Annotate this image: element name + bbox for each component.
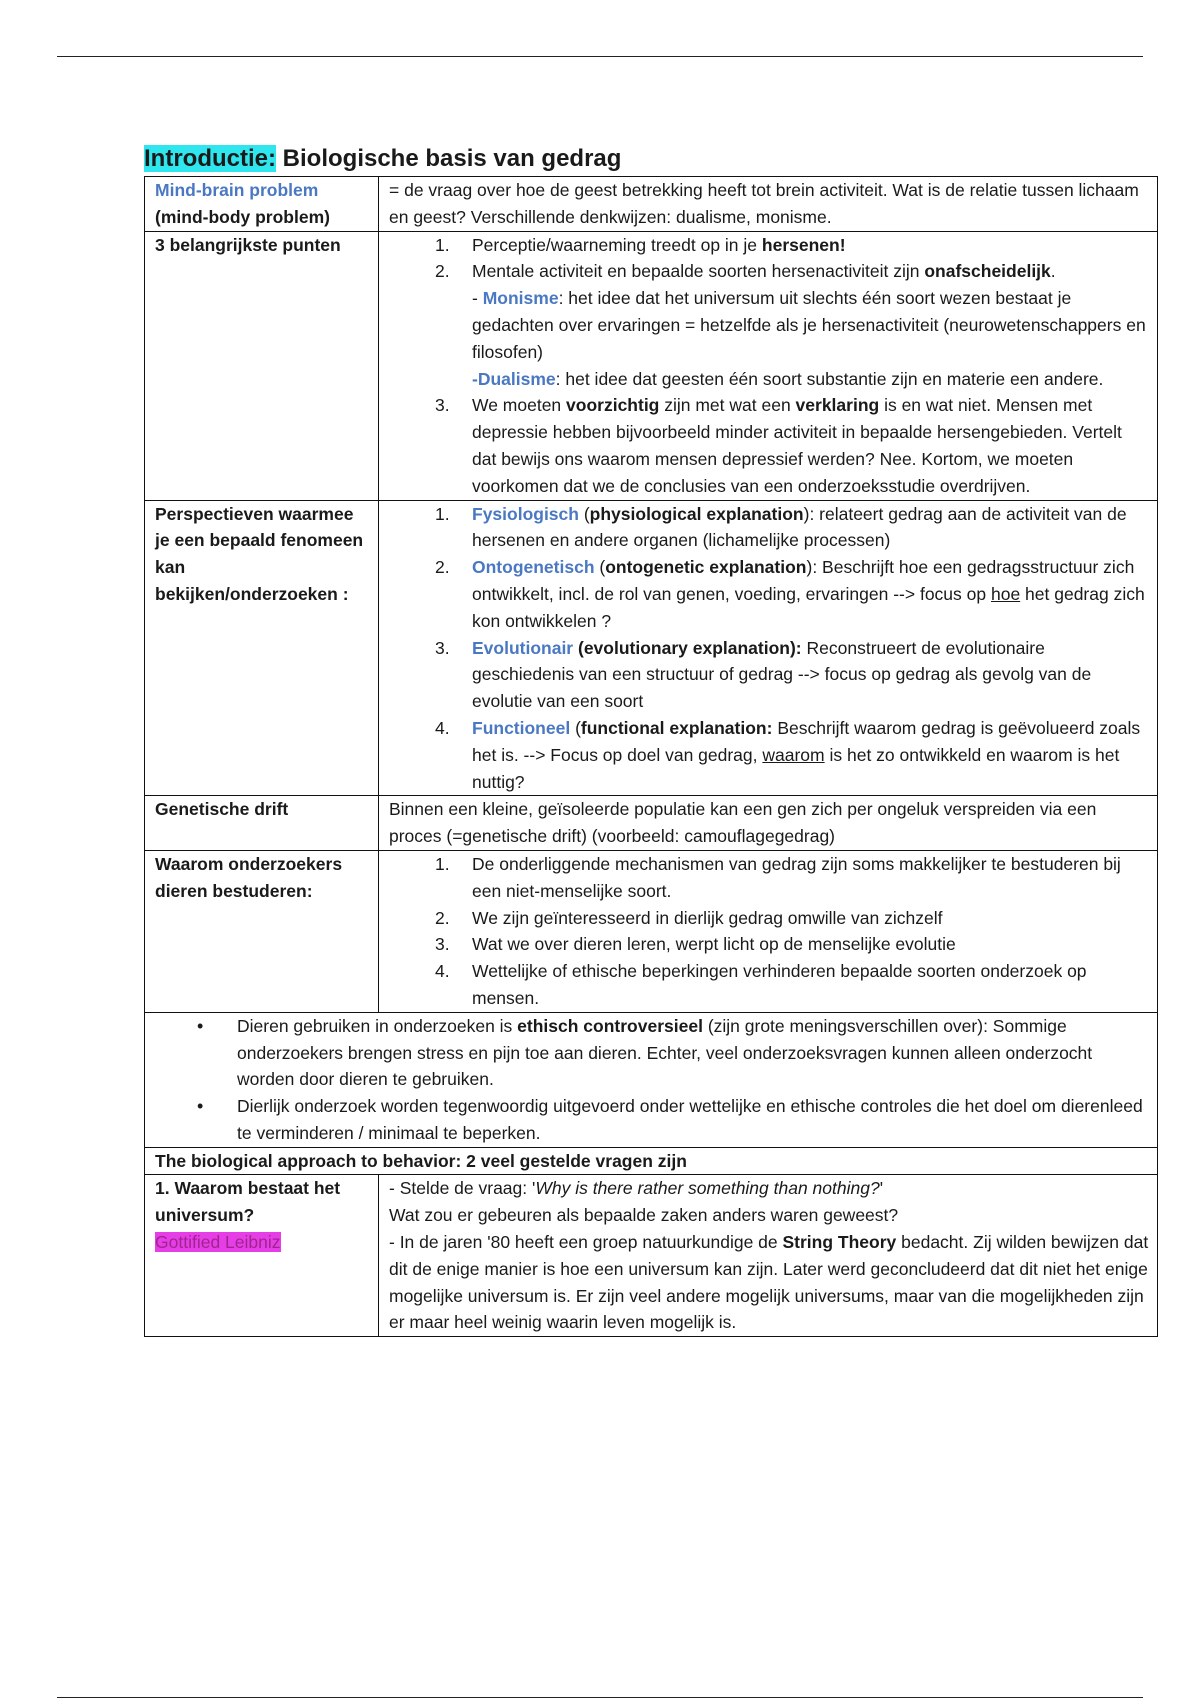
- list-item: De onderliggende mechanismen van gedrag zijn soms makkelijker te bestuderen bij een niet-menselijke soort.: [472, 853, 1121, 901]
- term-mind-body: (mind-body problem): [155, 206, 330, 227]
- row-label: Perspectieven waarmee je een bepaald fenomeen kan bekijken/onderzoeken :: [145, 500, 379, 796]
- text: : het idee dat het universum uit slechts één soort wezen bestaat je gedachten over ervaringen = hetzelfde als je hersenactiviteit (neurowetenschappers en filosofen): [472, 288, 1146, 362]
- numbered-list: [389, 232, 1149, 500]
- row-universum: [145, 1175, 1158, 1337]
- title-text: Biologische basis van gedrag: [282, 145, 622, 172]
- section-heading: The biological approach to behavior: 2 veel gestelde vragen zijn: [145, 1147, 1158, 1175]
- term-evolutionair: Evolutionair: [472, 637, 574, 658]
- numbered-list: [389, 851, 1149, 1012]
- monisme-definition: [472, 285, 1149, 365]
- bold-text: String Theory: [782, 1232, 897, 1253]
- text-line: [389, 1175, 1149, 1202]
- notes-table: [144, 176, 1158, 1337]
- row-label: Waarom onderzoekers dieren bestuderen:: [145, 850, 379, 1012]
- list-item: [155, 1013, 1149, 1093]
- term-monisme: Monisme: [482, 288, 559, 309]
- term-fysiologisch: Fysiologisch: [472, 503, 579, 524]
- document-body: [144, 144, 1158, 1337]
- row-label: [145, 177, 379, 232]
- row-content: [379, 500, 1158, 796]
- bullet-list: [155, 1013, 1149, 1147]
- list-item: Functioneel (functional explanation: Beschrijft waarom gedrag is geëvolueerd zoals het is. --> Focus op doel van gedrag, waarom is het zo ontwikkeld en waarom is het nuttig?: [472, 717, 1141, 792]
- text: het gedrag zich kon ontwikkelen ?: [472, 583, 1145, 631]
- term-ontogenetisch: Ontogenetisch: [472, 557, 595, 578]
- text: We moeten: [472, 395, 567, 416]
- text: is en wat niet. Mensen met depressie hebben bijvoorbeeld minder activiteit in bepaalde hersengebieden. Vertelt dat bewijs ons waarom mensen depressief werden? Nee. Kortom, we moeten voorkomen dat we de conclusies van een onderzoeksstudie overdrijven.: [472, 395, 1122, 496]
- bold-text: ethisch controversieel: [517, 1015, 703, 1036]
- row-label: Genetische drift: [145, 796, 379, 851]
- row-content: Binnen een kleine, geïsoleerde populatie kan een gen zich per ongeluk verspreiden via een proces (=genetische drift) (voorbeeld: camouflagegedrag): [379, 796, 1158, 851]
- row-ethiek: [145, 1012, 1158, 1147]
- text: .: [1050, 261, 1056, 282]
- text: is het zo ontwikkeld en waarom is het nuttig?: [472, 744, 1120, 792]
- term-dualisme: -Dualisme: [472, 368, 556, 389]
- underlined-text: waarom: [762, 744, 825, 765]
- list-item: Ontogenetisch (ontogenetic explanation): Beschrijft hoe een gedragsstructuur zich ontwikkelt, incl. de rol van genen, voeding, ervaringen --> focus op hoe het gedrag zich kon ontwikkelen ?: [472, 557, 1145, 631]
- list-item: Wat we over dieren leren, werpt licht op de menselijke evolutie: [472, 934, 956, 955]
- text: -: [472, 288, 483, 309]
- text: Dieren gebruiken in onderzoeken is: [237, 1015, 518, 1036]
- dualisme-definition: [472, 366, 1149, 393]
- title-highlight: Introductie:: [144, 145, 276, 172]
- row-content: [379, 1175, 1158, 1337]
- bold-text: verklaring: [795, 395, 880, 416]
- row-perspectieven: [145, 500, 1158, 796]
- row-content: [379, 177, 1158, 232]
- list-item: • Dierlijk onderzoek worden tegenwoordig uitgevoerd onder wettelijke en ethische controles die het doel om dierenleed te verminderen / minimaal te beperken.: [155, 1093, 1149, 1147]
- row-content: [379, 850, 1158, 1012]
- text-line: [389, 1229, 1149, 1336]
- text: Mentale activiteit en bepaalde soorten hersenactiviteit zijn: [472, 261, 925, 282]
- page-title: [144, 144, 1158, 174]
- row-content: [379, 231, 1158, 500]
- italic-text: Why is there rather something than nothing?: [535, 1178, 880, 1199]
- text: : Beschrijft hoe een gedragsstructuur zich ontwikkelt, incl. de rol van genen, voeding, ervaringen --> focus op: [472, 557, 1135, 604]
- bold-text: onafscheidelijk: [924, 261, 1051, 282]
- bold-text: physiological explanation: [589, 503, 804, 524]
- list-item: [389, 232, 1149, 259]
- row-genetische-drift: [145, 796, 1158, 851]
- bold-text: functional explanation:: [580, 717, 773, 738]
- text: Beschrijft waarom gedrag is geëvolueerd zoals het is. --> Focus op doel van gedrag,: [472, 717, 1141, 765]
- text-line: Wat zou er gebeuren als bepaalde zaken anders waren geweest?: [389, 1205, 899, 1226]
- list-item: We zijn geïnteresseerd in dierlijk gedrag omwille van zichzelf: [472, 907, 943, 928]
- page-top-rule: [57, 56, 1143, 57]
- text: Perceptie/waarneming treedt op in je: [472, 234, 762, 255]
- bold-text: voorzichtig: [566, 395, 660, 416]
- text: : het idee dat geesten één soort substantie zijn en materie een andere.: [555, 368, 1104, 389]
- page-bottom-rule: [57, 1697, 1143, 1698]
- list-item: Fysiologisch (physiological explanation): relateert gedrag aan de activiteit van de hersenen en andere organen (lichamelijke processen): [472, 503, 1127, 551]
- list-item: [389, 635, 1149, 715]
- text: Reconstrueert de evolutionaire geschiedenis van een structuur of gedrag --> focus op gedrag als gevolg van de evolutie van een soort: [472, 637, 1092, 712]
- bold-text: hersenen!: [761, 234, 846, 255]
- text: ': [879, 1178, 884, 1199]
- text: bedacht. Zij wilden bewijzen dat dit de enige manier is hoe een universum kan zijn. Later werd geconcludeerd dat dit niet het enige mogelijke universum is. Er zijn veel andere mogelijk universums, maar van die mogelijkheden zijn er maar heel weinig waarin leven mogelijk is.: [389, 1232, 1149, 1333]
- text: - Stelde de vraag: ': [389, 1178, 536, 1199]
- row-mind-brain: [145, 177, 1158, 232]
- list-item: [389, 258, 1149, 392]
- row-content: [145, 1012, 1158, 1147]
- numbered-list: [389, 501, 1149, 796]
- row-dieren-bestuderen: [145, 850, 1158, 1012]
- text: : relateert gedrag aan de activiteit van de hersenen en andere organen (lichamelijke processen): [472, 503, 1127, 551]
- highlighted-name: Gottified Leibniz: [155, 1232, 281, 1253]
- bold-text: ontogenetic explanation: [605, 557, 807, 578]
- bold-text: (evolutionary explanation):: [578, 637, 802, 658]
- definition-text: = de vraag over hoe de geest betrekking heeft tot brein activiteit. Wat is de relatie tussen lichaam en geest? Verschillende denkwijzen: dualisme, monisme.: [389, 180, 1139, 227]
- row-label: [145, 1175, 379, 1337]
- question-label: 1. Waarom bestaat het universum?: [155, 1178, 341, 1226]
- text: zijn met wat een: [659, 395, 796, 416]
- underlined-text: hoe: [990, 583, 1021, 604]
- row-approach-heading: [145, 1147, 1158, 1175]
- text: (zijn grote meningsverschillen over): Sommige onderzoekers brengen stress en pijn toe aan dieren. Echter, veel onderzoeksvragen kunnen alleen onderzocht worden door dieren te gebruiken.: [237, 1015, 1093, 1090]
- list-item: Wettelijke of ethische beperkingen verhinderen bepaalde soorten onderzoek op mensen.: [472, 961, 1087, 1008]
- list-item: [389, 392, 1149, 499]
- row-label: 3 belangrijkste punten: [145, 231, 379, 500]
- term-functioneel: Functioneel: [472, 717, 571, 738]
- row-belangrijkste-punten: [145, 231, 1158, 500]
- term-mind-brain: Mind-brain problem: [155, 180, 319, 200]
- text: - In de jaren '80 heeft een groep natuurkundige de: [389, 1232, 783, 1253]
